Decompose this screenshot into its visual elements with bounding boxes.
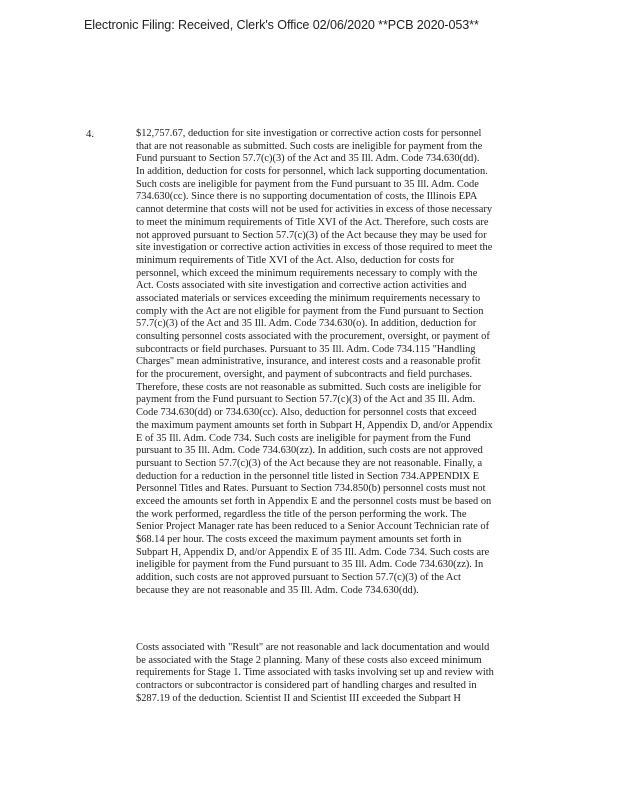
text-line: 734.630(cc). Since there is no supporting documentation of costs, the Illinois EPA — [136, 191, 478, 203]
text-line: ineligible for payment from the Fund pursuant to 35 Ill. Adm. Code 734.630(zz). In — [136, 559, 484, 571]
text-line: $68.14 per hour. The costs exceed the maximum payment amounts set forth in — [136, 534, 462, 545]
text-line: the maximum payment amounts set forth in Subpart H, Appendix D, and/or Appendix — [136, 419, 493, 431]
item-number: 4. — [86, 128, 95, 140]
paragraph-result-costs — [136, 642, 518, 705]
text-line: subcontracts or field purchases. Pursuant to 35 Ill. Adm. Code 734.115 "Handling — [136, 343, 476, 355]
text-line: Personnel Titles and Rates. Pursuant to Section 734.850(b) personnel costs must not — [136, 483, 486, 495]
text-line: Charges" mean administrative, insurance, and interest costs and a reasonable profit — [136, 356, 481, 368]
text-line: deduction for a reduction in the personnel title listed in Section 734.APPENDIX E — [136, 470, 480, 482]
text-line: Subpart H, Appendix D, and/or Appendix E of 35 Ill. Adm. Code 734. Such costs are — [136, 546, 490, 558]
text-line: minimum requirements of Title XVI of the Act. Also, deduction for costs for — [136, 254, 455, 266]
text-line: addition, such costs are not approved pursuant to Section 57.7(c)(3) of the Act — [136, 572, 461, 584]
text-line: Code 734.630(dd) or 734.630(cc). Also, deduction for personnel costs that exceed — [136, 407, 477, 419]
paragraph-deduction-details — [136, 128, 518, 597]
text-line: comply with the Act are not eligible for payment from the Fund pursuant to Section — [136, 305, 484, 317]
text-line: contractors or subcontractor is considered part of handling charges and resulted in — [136, 680, 477, 692]
text-line: cannot determine that costs will not be used for activities in excess of those necessary — [136, 204, 493, 216]
text-line: to meet the minimum requirements of Title XVI of the Act. Therefore, such costs are — [136, 216, 489, 228]
text-line: personnel, which exceed the minimum requirements necessary to comply with the — [136, 267, 478, 279]
text-line: Senior Project Manager rate has been reduced to a Senior Account Technician rate of — [136, 521, 490, 533]
text-line: not approved pursuant to Section 57.7(c)(3) of the Act because they may be used for — [136, 229, 487, 241]
text-line: Therefore, these costs are not reasonable as submitted. Such costs are ineligible for — [136, 381, 482, 393]
text-line: exceed the amounts set forth in Appendix E and the personnel costs must be based on — [136, 495, 492, 507]
text-line: payment from the Fund pursuant to Section 57.7(c)(3) of the Act and 35 Ill. Adm. — [136, 394, 476, 406]
text-line: for the procurement, oversight, and payment of subcontracts and field purchases. — [136, 369, 473, 381]
text-line: E of 35 Ill. Adm. Code 734. Such costs are ineligible for payment from the Fund — [136, 432, 471, 444]
text-line: Fund pursuant to Section 57.7(c)(3) of the Act and 35 Ill. Adm. Code 734.630(dd). — [136, 153, 480, 165]
text-line: be associated with the Stage 2 planning. Many of these costs also exceed minimum — [136, 654, 482, 666]
text-line: requirements for Stage 1. Time associated with tasks involving set up and review with — [136, 667, 494, 679]
text-line: pursuant to Section 57.7(c)(3) of the Act because they are not reasonable. Finally, a — [136, 457, 483, 469]
text-line: site investigation or corrective action activities in excess of those required to meet the — [136, 242, 493, 254]
text-line: Such costs are ineligible for payment from the Fund pursuant to 35 Ill. Adm. Code — [136, 178, 479, 190]
text-line: Act. Costs associated with site investigation and corrective action activities and — [136, 280, 467, 292]
text-line: pursuant to 35 Ill. Adm. Code 734.630(zz). In addition, such costs are not approved — [136, 445, 483, 457]
text-line: In addition, deduction for costs for personnel, which lack supporting documentation. — [136, 166, 488, 178]
text-line: consulting personnel costs associated with the procurement, oversight, or payment of — [136, 331, 490, 342]
text-line: 57.7(c)(3) of the Act and 35 Ill. Adm. Code 734.630(o). In addition, deduction for — [136, 318, 477, 330]
text-line: associated materials or services exceeding the minimum requirements necessary to — [136, 292, 481, 304]
text-line: because they are not reasonable and 35 Ill. Adm. Code 734.630(dd). — [136, 584, 419, 596]
electronic-filing-header: Electronic Filing: Received, Clerk's Office 02/06/2020 **PCB 2020-053** — [84, 18, 479, 32]
text-line: Costs associated with "Result" are not reasonable and lack documentation and would — [136, 642, 490, 653]
text-line: $12,757.67, deduction for site investigation or corrective action costs for personnel — [136, 128, 482, 139]
text-line: that are not reasonable as submitted. Such costs are ineligible for payment from the — [136, 140, 483, 152]
text-line: $287.19 of the deduction. Scientist II and Scientist III exceeded the Subpart H — [136, 692, 461, 704]
text-line: the work performed, regardless the title of the person performing the work. The — [136, 508, 467, 520]
